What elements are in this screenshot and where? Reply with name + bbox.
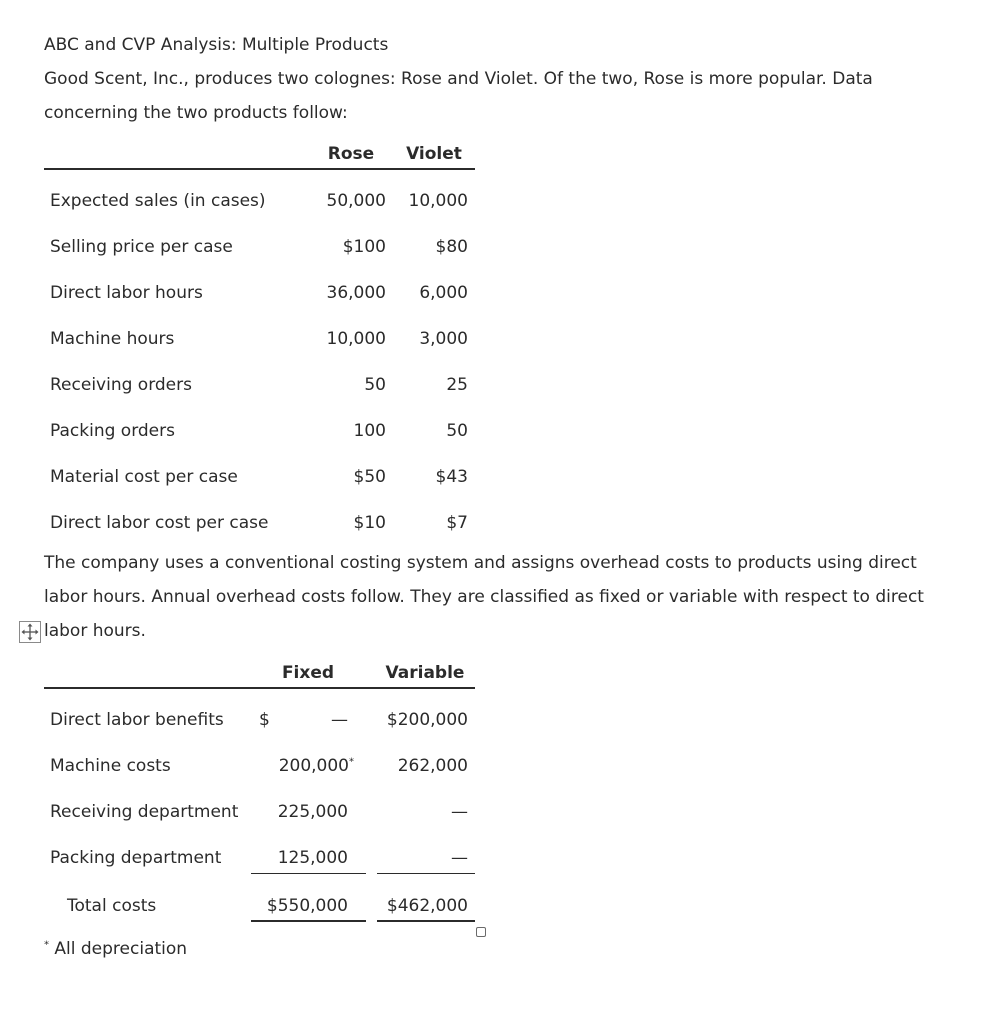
table-header-rule bbox=[44, 168, 475, 170]
col-header-violet: Violet bbox=[406, 144, 462, 164]
footnote-marker: * bbox=[44, 939, 49, 951]
overhead-header-rule bbox=[44, 687, 475, 689]
table-cell-variable: $200,000 bbox=[386, 710, 468, 730]
table-cell-violet: $7 bbox=[446, 513, 468, 533]
table-cell-rose: 10,000 bbox=[326, 329, 386, 349]
table-row-label: Direct labor benefits bbox=[50, 710, 224, 730]
overhead-paragraph: The company uses a conventional costing system and assigns overhead costs to products using direct labor hours. Annual overhead costs follow. They are classified as fixed or variable with respect to direct labor hours. bbox=[44, 553, 924, 641]
footnote bbox=[44, 938, 187, 960]
total-variable: $462,000 bbox=[386, 896, 468, 916]
table-row-label: Packing department bbox=[50, 848, 222, 868]
col-header-variable: Variable bbox=[385, 663, 465, 683]
subtotal-rule-fixed bbox=[251, 873, 366, 874]
subtotal-rule-variable bbox=[377, 873, 475, 874]
table-cell-rose: $50 bbox=[353, 467, 386, 487]
table-row-label: Machine hours bbox=[50, 329, 175, 349]
table-cell-rose: 100 bbox=[353, 421, 386, 441]
move-icon[interactable] bbox=[19, 621, 41, 643]
table-row-label: Expected sales (in cases) bbox=[50, 191, 266, 211]
table-cell-variable: — bbox=[451, 848, 468, 868]
table-cell-rose: 50,000 bbox=[326, 191, 386, 211]
total-rule-variable bbox=[377, 920, 475, 922]
table-cell-rose: $100 bbox=[342, 237, 386, 257]
col-header-rose: Rose bbox=[327, 144, 375, 164]
table-row-label: Packing orders bbox=[50, 421, 175, 441]
col-header-fixed: Fixed bbox=[281, 663, 335, 683]
table-row-label: Material cost per case bbox=[50, 467, 238, 487]
table-cell-variable: — bbox=[451, 802, 468, 822]
table-cell-fixed: 225,000 bbox=[277, 802, 348, 822]
total-fixed: $550,000 bbox=[266, 896, 348, 916]
footnote-asterisk: * bbox=[349, 756, 354, 768]
intro-paragraph: Good Scent, Inc., produces two colognes: Rose and Violet. Of the two, Rose is more popular. Data concerning the two products follow: bbox=[44, 69, 873, 123]
table-cell-rose: 50 bbox=[364, 375, 386, 395]
page-title: ABC and CVP Analysis: Multiple Products bbox=[44, 35, 389, 55]
table-cell-rose: 36,000 bbox=[326, 283, 386, 303]
table-cell-variable: 262,000 bbox=[397, 756, 468, 776]
table-cell-rose: $10 bbox=[353, 513, 386, 533]
footnote-text: All depreciation bbox=[54, 939, 188, 959]
fixed-value: 200,000 bbox=[278, 756, 349, 776]
table-cell-violet: 10,000 bbox=[408, 191, 468, 211]
dollar-sign: $ bbox=[259, 710, 270, 730]
table-cell-fixed: — bbox=[331, 710, 348, 730]
table-cell-violet: 6,000 bbox=[419, 283, 468, 303]
total-rule-fixed bbox=[251, 920, 366, 922]
table-row-label: Receiving orders bbox=[50, 375, 192, 395]
table-cell-violet: 3,000 bbox=[419, 329, 468, 349]
table-cell-violet: $80 bbox=[435, 237, 468, 257]
table-cell-violet: $43 bbox=[435, 467, 468, 487]
table-row-label: Direct labor hours bbox=[50, 283, 203, 303]
table-cell-fixed: 125,000 bbox=[277, 848, 348, 868]
table-cell-violet: 25 bbox=[446, 375, 468, 395]
table-row-label: Selling price per case bbox=[50, 237, 233, 257]
checkbox-icon[interactable] bbox=[476, 927, 486, 937]
table-cell-fixed bbox=[262, 755, 354, 777]
table-row-label: Receiving department bbox=[50, 802, 239, 822]
table-cell-violet: 50 bbox=[446, 421, 468, 441]
total-label: Total costs bbox=[67, 896, 157, 916]
table-row-label: Direct labor cost per case bbox=[50, 513, 269, 533]
table-row-label: Machine costs bbox=[50, 756, 171, 776]
